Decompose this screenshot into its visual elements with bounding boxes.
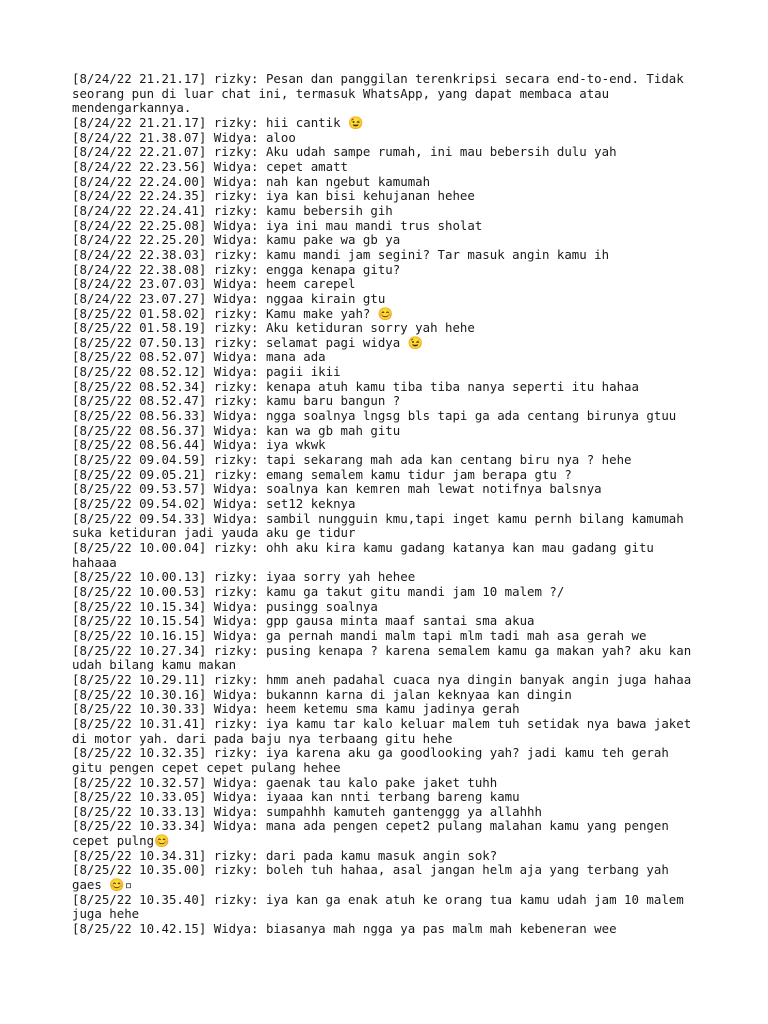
chat-line: [8/24/22 22.38.03] rizky: kamu mandi jam segini? Tar masuk angin kamu ih — [72, 246, 610, 262]
chat-line: [8/25/22 09.04.59] rizky: tapi sekarang mah ada kan centang biru nya ? hehe — [72, 452, 632, 468]
chat-line: [8/25/22 08.52.07] Widya: mana ada — [72, 349, 326, 365]
chat-line: [8/25/22 08.52.34] rizky: kenapa atuh kamu tiba tiba nanya seperti itu hahaa — [72, 378, 639, 394]
chat-line: [8/25/22 09.05.21] rizky: emang semalem kamu tidur jam berapa gtu ? — [72, 466, 572, 482]
chat-line: [8/25/22 10.15.54] Widya: gpp gausa minta maaf santai sma akua — [72, 613, 535, 629]
chat-line: [8/25/22 10.00.13] rizky: iyaa sorry yah hehee — [72, 569, 416, 585]
chat-line: [8/25/22 10.27.34] rizky: pusing kenapa ? karena semalem kamu ga makan yah? aku kan udah bilang kamu makan — [72, 642, 699, 673]
chat-line: [8/24/22 22.23.56] Widya: cepet amatt — [72, 158, 349, 174]
chat-line: [8/24/22 21.21.17] rizky: Pesan dan panggilan terenkripsi secara end-to-end. Tidak seorang pun di luar chat ini, termasuk WhatsApp, yang dapat membaca atau mendengarkannya. — [72, 71, 692, 116]
chat-line: [8/24/22 22.25.08] Widya: iya ini mau mandi trus sholat — [72, 217, 483, 233]
chat-line: [8/24/22 21.38.07] Widya: aloo — [72, 129, 296, 145]
chat-transcript — [72, 72, 702, 937]
chat-line: [8/25/22 08.56.33] Widya: ngga soalnya lngsg bls tapi ga ada centang birunya gtuu — [72, 408, 677, 424]
chat-line: [8/25/22 01.58.19] rizky: Aku ketiduran sorry yah hehe — [72, 320, 475, 336]
chat-line: [8/25/22 10.16.15] Widya: ga pernah mandi malm tapi mlm tadi mah asa gerah we — [72, 627, 647, 643]
chat-line: [8/25/22 08.56.44] Widya: iya wkwk — [72, 437, 326, 453]
chat-line: [8/25/22 09.53.57] Widya: soalnya kan kemren mah lewat notifnya balsnya — [72, 481, 602, 497]
chat-line: [8/25/22 07.50.13] rizky: selamat pagi widya 😉 — [72, 334, 424, 350]
chat-line: [8/24/22 22.24.35] rizky: iya kan bisi kehujanan hehee — [72, 188, 475, 204]
chat-line: [8/25/22 10.42.15] Widya: biasanya mah ngga ya pas malm mah kebeneran wee — [72, 921, 617, 937]
chat-line: [8/25/22 10.30.16] Widya: bukannn karna di jalan keknyaa kan dingin — [72, 686, 572, 702]
chat-line: [8/25/22 10.31.41] rizky: iya kamu tar kalo keluar malem tuh setidak nya bawa jaket di motor yah. dari pada baju nya terbaang gitu hehe — [72, 715, 699, 746]
chat-line: [8/25/22 10.00.53] rizky: kamu ga takut gitu mandi jam 10 malem ?/ — [72, 583, 565, 599]
chat-line: [8/25/22 01.58.02] rizky: Kamu make yah? 😊 — [72, 305, 394, 321]
chat-line: [8/24/22 23.07.03] Widya: heem carepel — [72, 276, 356, 292]
chat-line: [8/25/22 10.35.40] rizky: iya kan ga enak atuh ke orang tua kamu udah jam 10 malem juga hehe — [72, 891, 692, 922]
chat-line: [8/25/22 10.34.31] rizky: dari pada kamu masuk angin sok? — [72, 847, 498, 863]
chat-line: [8/25/22 10.32.57] Widya: gaenak tau kalo pake jaket tuhh — [72, 774, 498, 790]
chat-line: [8/24/22 22.25.20] Widya: kamu pake wa gb ya — [72, 232, 401, 248]
chat-line: [8/25/22 10.32.35] rizky: iya karena aku ga goodlooking yah? jadi kamu teh gerah gitu pengen cepet cepet pulang hehee — [72, 745, 677, 775]
chat-line: [8/24/22 22.21.07] rizky: Aku udah sampe rumah, ini mau bebersih dulu yah — [72, 144, 617, 160]
chat-line: [8/25/22 10.29.11] rizky: hmm aneh padahal cuaca nya dingin banyak angin juga hahaa — [72, 671, 692, 687]
chat-line: [8/25/22 10.15.34] Widya: pusingg soalnya — [72, 598, 378, 614]
chat-line: [8/25/22 08.52.12] Widya: pagii ikii — [72, 364, 341, 380]
chat-line: [8/25/22 09.54.02] Widya: set12 keknya — [72, 496, 356, 512]
chat-line: [8/24/22 23.07.27] Widya: nggaa kirain gtu — [72, 290, 386, 306]
chat-line: [8/25/22 10.35.00] rizky: boleh tuh hahaa, asal jangan helm aja yang terbang yah gaes 😊▫ — [72, 862, 677, 893]
chat-line: [8/25/22 10.33.34] Widya: mana ada pengen cepet2 pulang malahan kamu yang pengen cepet pulng😊 — [72, 818, 677, 849]
chat-line: [8/24/22 22.24.00] Widya: nah kan ngebut kamumah — [72, 173, 431, 189]
chat-line: [8/24/22 22.24.41] rizky: kamu bebersih gih — [72, 202, 393, 218]
chat-line: [8/25/22 10.33.13] Widya: sumpahhh kamuteh gantenggg ya allahhh — [72, 803, 542, 819]
chat-line: [8/25/22 10.33.05] Widya: iyaaa kan nnti terbang bareng kamu — [72, 789, 520, 805]
chat-line: [8/24/22 21.21.17] rizky: hii cantik 😉 — [72, 114, 364, 130]
chat-line: [8/25/22 09.54.33] Widya: sambil nungguin kmu,tapi inget kamu pernh bilang kamumah suka ketiduran jadi yauda aku ge tidur — [72, 510, 692, 541]
chat-line: [8/25/22 08.56.37] Widya: kan wa gb mah gitu — [72, 422, 401, 438]
chat-line: [8/25/22 10.30.33] Widya: heem ketemu sma kamu jadinya gerah — [72, 701, 520, 717]
chat-line: [8/25/22 10.00.04] rizky: ohh aku kira kamu gadang katanya kan mau gadang gitu hahaaa — [72, 540, 662, 570]
chat-line: [8/24/22 22.38.08] rizky: engga kenapa gitu? — [72, 261, 401, 277]
chat-line: [8/25/22 08.52.47] rizky: kamu baru bangun ? — [72, 393, 401, 409]
